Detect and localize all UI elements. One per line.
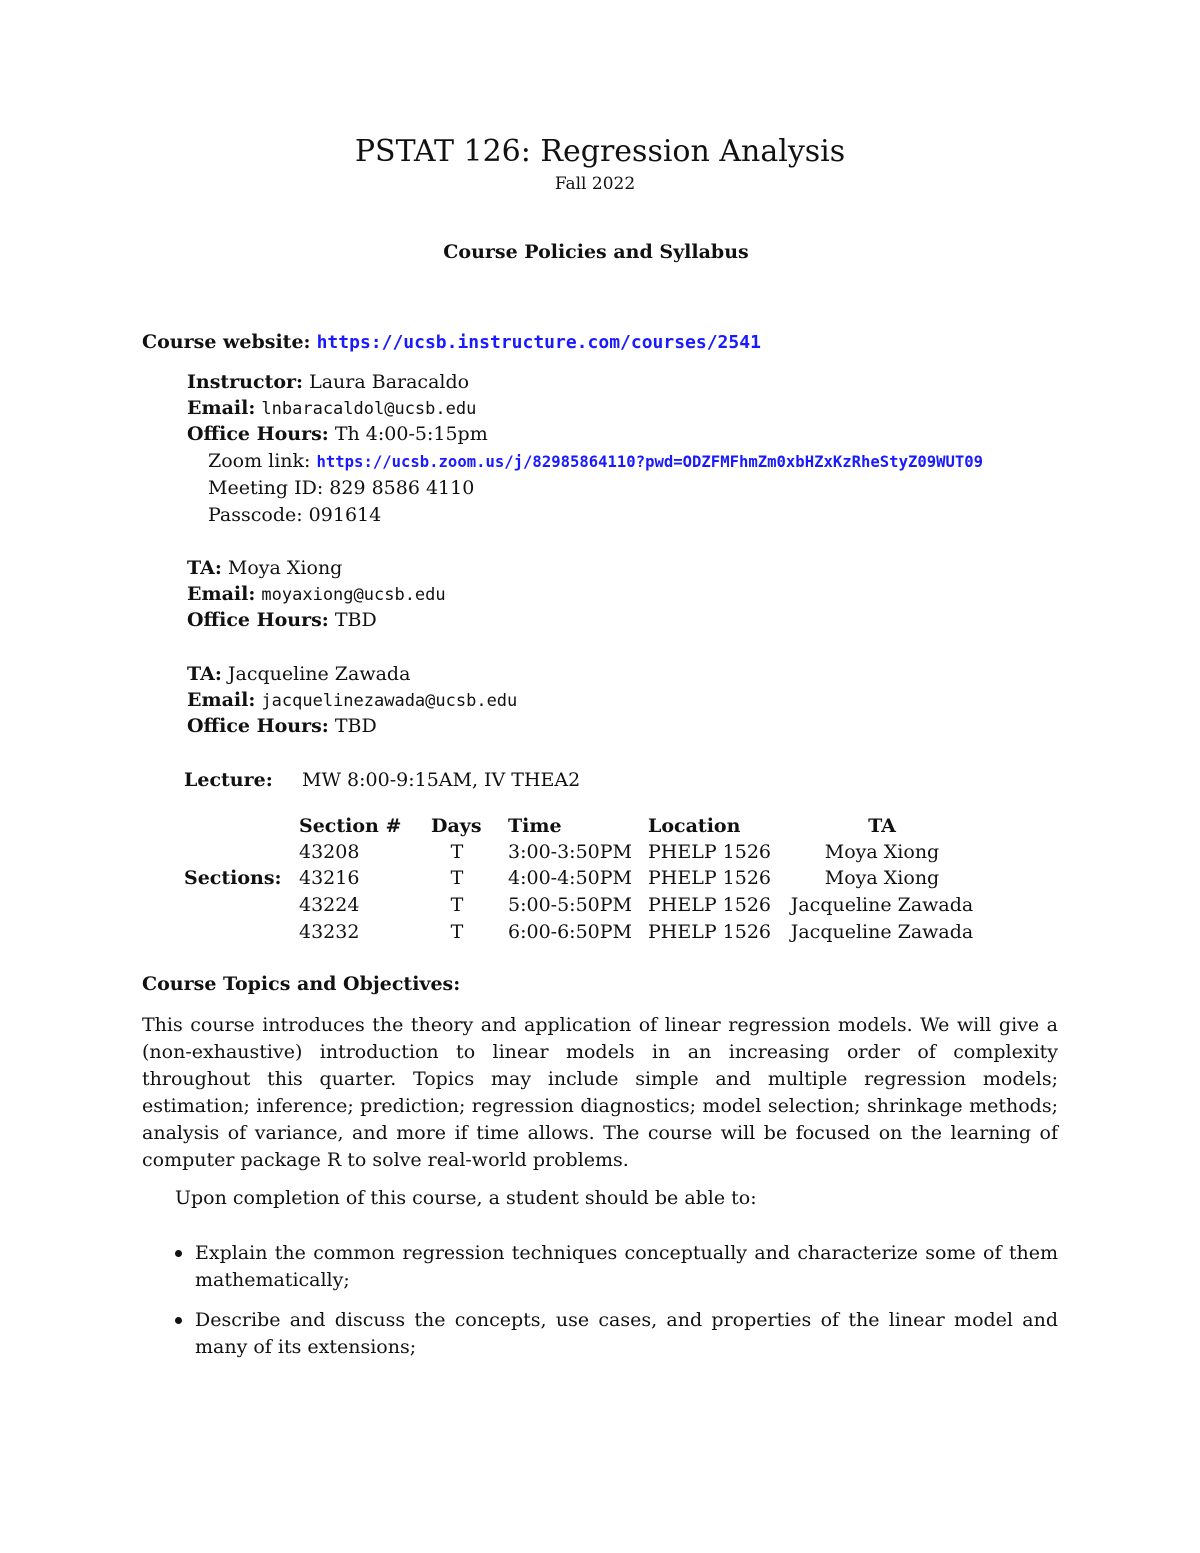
table-cell-days: T [450,921,464,943]
term-label: Fall 2022 [554,174,636,194]
course-website-label: Course website: [142,331,311,353]
table-header-section: Section # [299,815,402,837]
table-cell-days: T [450,867,464,889]
instructor-hours-line [187,423,488,445]
instructor-hours-label: Office Hours: [187,423,329,445]
instructor-label: Instructor: [187,371,304,393]
table-cell-days: T [450,841,464,863]
ta2-hours: TBD [334,715,377,737]
ta1-hours-line [187,609,377,631]
table-cell-section: 43216 [299,867,360,889]
lecture-value: MW 8:00-9:15AM, IV THEA2 [302,769,581,791]
instructor-email[interactable]: lnbaracaldol@ucsb.edu [261,399,477,419]
ta2-hours-line [187,715,377,737]
table-cell-location: PHELP 1526 [648,894,772,916]
sections-label: Sections: [184,867,282,889]
table-cell-time: 6:00-6:50PM [508,921,632,943]
lecture-label: Lecture: [184,769,273,791]
table-cell-ta: Jacqueline Zawada [790,894,974,916]
instructor-email-label: Email: [187,397,256,419]
course-website-line [142,331,761,353]
ta1-line [187,557,342,579]
bullet-icon [175,1317,182,1324]
ta2-email-label: Email: [187,689,256,711]
list-item-text: Explain the common regression techniques conceptually and characterize some of them mathematically; [195,1242,1058,1291]
ta2-email[interactable]: jacquelinezawada@ucsb.edu [261,691,518,711]
table-header-ta: TA [868,815,896,837]
ta1-hours-label: Office Hours: [187,609,329,631]
bullet-icon [175,1250,182,1257]
table-header-location: Location [648,815,741,837]
document-subtitle: Course Policies and Syllabus [443,241,749,263]
objectives-intro: Upon completion of this course, a student should be able to: [175,1187,757,1209]
ta1-email[interactable]: moyaxiong@ucsb.edu [261,585,446,605]
ta2-label: TA: [187,663,222,685]
ta2-name: Jacqueline Zawada [227,663,411,685]
ta1-hours: TBD [334,609,377,631]
ta2-hours-label: Office Hours: [187,715,329,737]
table-cell-location: PHELP 1526 [648,867,772,889]
table-cell-time: 4:00-4:50PM [508,867,632,889]
table-cell-time: 3:00-3:50PM [508,841,632,863]
zoom-label: Zoom link: [208,450,311,472]
ta1-label: TA: [187,557,222,579]
table-cell-ta: Moya Xiong [824,841,940,863]
zoom-line [208,450,983,472]
zoom-link[interactable]: https://ucsb.zoom.us/j/82985864110?pwd=ODZFMFhmZm0xbHZxKzRheStyZ09WUT09 [316,453,984,471]
table-cell-ta: Jacqueline Zawada [790,921,974,943]
table-cell-section: 43208 [299,841,360,863]
table-cell-days: T [450,894,464,916]
table-header-time: Time [508,815,562,837]
instructor-name: Laura Baracaldo [309,371,470,393]
topics-paragraph: This course introduces the theory and application of linear regression models. We will give a (non-exhaustive) introduction to linear models in an increasing order of complexity throughout this quarter. Topics may include simple and multiple regression models; estimation; inference; prediction; regression diagnostics; model selection; shrinkage methods; analysis of variance, and more if time allows. The course will be focused on the learning of computer package R to solve real-world problems. [142,1014,1058,1171]
table-cell-location: PHELP 1526 [648,841,772,863]
course-website-link[interactable]: https://ucsb.instructure.com/courses/2541 [316,332,761,353]
ta1-name: Moya Xiong [227,557,343,579]
instructor-line [187,371,469,393]
instructor-email-line [187,397,476,419]
instructor-hours: Th 4:00-5:15pm [334,423,488,445]
topics-heading: Course Topics and Objectives: [142,973,461,995]
passcode: Passcode: 091614 [208,504,382,526]
table-cell-section: 43224 [299,894,360,916]
table-cell-section: 43232 [299,921,360,943]
table-cell-location: PHELP 1526 [648,921,772,943]
ta2-email-line [187,689,517,711]
ta1-email-label: Email: [187,583,256,605]
ta2-line [187,663,410,685]
table-header-days: Days [431,815,482,837]
ta1-email-line [187,583,446,605]
page-title: PSTAT 126: Regression Analysis [354,134,846,169]
meeting-id: Meeting ID: 829 8586 4110 [208,477,475,499]
list-item-text: Describe and discuss the concepts, use cases, and properties of the linear model and many of its extensions; [195,1309,1058,1358]
table-cell-time: 5:00-5:50PM [508,894,632,916]
table-cell-ta: Moya Xiong [824,867,940,889]
